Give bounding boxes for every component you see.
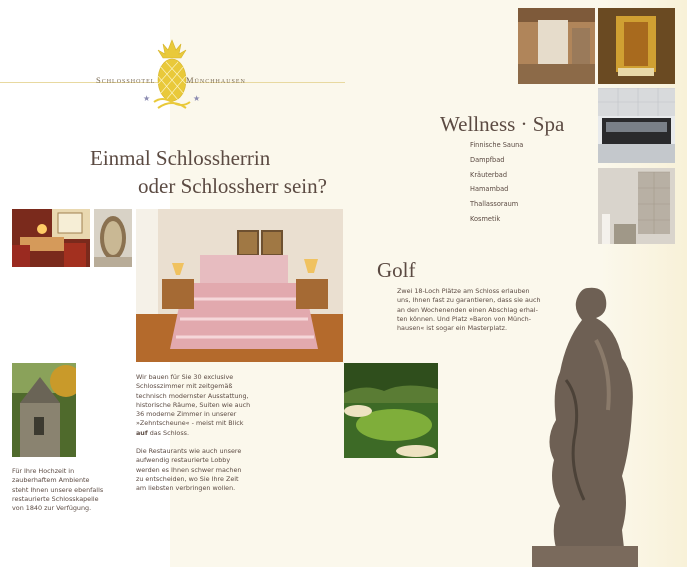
hamam-photo bbox=[598, 168, 675, 244]
headline-line-1: Einmal Schlossherrin bbox=[90, 146, 271, 170]
golf-text: Zwei 18-Loch Plätze am Schloss erlauben uns, Ihnen fast zu garantieren, dass sie auch an den Wochenenden einen Abschlag erhal- ten können. Und Platz »Baron von Münch- hausen« ist sogar ein Masterplatz. bbox=[397, 287, 541, 333]
sauna-photo bbox=[518, 8, 595, 84]
spa-item: Kosmetik bbox=[470, 214, 501, 223]
spa-item: Finnische Sauna bbox=[470, 141, 524, 149]
spa-list bbox=[470, 138, 523, 227]
restaurant-table-photo bbox=[12, 209, 90, 267]
logo-text-left: Schlosshotel bbox=[96, 75, 156, 85]
wedding-text: Für Ihre Hochzeit in zauberhaftem Ambiente steht Ihnen unsere ebenfalls restaurierte Schlosskapelle von 1840 zur Verfügung. bbox=[12, 467, 104, 513]
spa-item: Dampfbad bbox=[470, 155, 505, 164]
logo-text-right: Münchhausen bbox=[186, 75, 246, 85]
logo-star-left-icon: ★ bbox=[143, 94, 151, 103]
spa-item: Kräuterbad bbox=[470, 170, 508, 179]
spa-item: Hamambad bbox=[470, 185, 509, 194]
golf-title: Golf bbox=[377, 258, 416, 282]
golf-course-photo bbox=[344, 363, 438, 458]
spa-item: Thallassoraum bbox=[470, 200, 519, 209]
steam-bath-photo bbox=[598, 8, 675, 84]
headline-line-2: oder Schlossherr sein? bbox=[138, 174, 327, 198]
bath-tub-photo bbox=[598, 88, 675, 163]
rooms-paragraph-2: Die Restaurants wie auch unsere aufwendig restaurierte Lobby werden es Ihnen schwer machen zu entscheiden, wo Sie Ihre Zeit am liebsten verbringen wollen. bbox=[136, 447, 242, 493]
statue-image bbox=[526, 280, 647, 567]
logo-star-right-icon: ★ bbox=[193, 94, 201, 103]
bedroom-photo bbox=[136, 209, 343, 362]
chapel-photo bbox=[12, 363, 76, 457]
wellness-title: Wellness · Spa bbox=[440, 112, 565, 136]
rooms-paragraph-1: Wir bauen für Sie 30 exclusive Schlosszimmer mit zeitgemäß technisch modernster Ausstattung, historische Räume, Suiten wie auch 36 moderne Zimmer in unserer »Zehntscheune« - meist mit Blick auf das Schloss. bbox=[136, 373, 251, 437]
mirror-photo bbox=[94, 209, 132, 267]
